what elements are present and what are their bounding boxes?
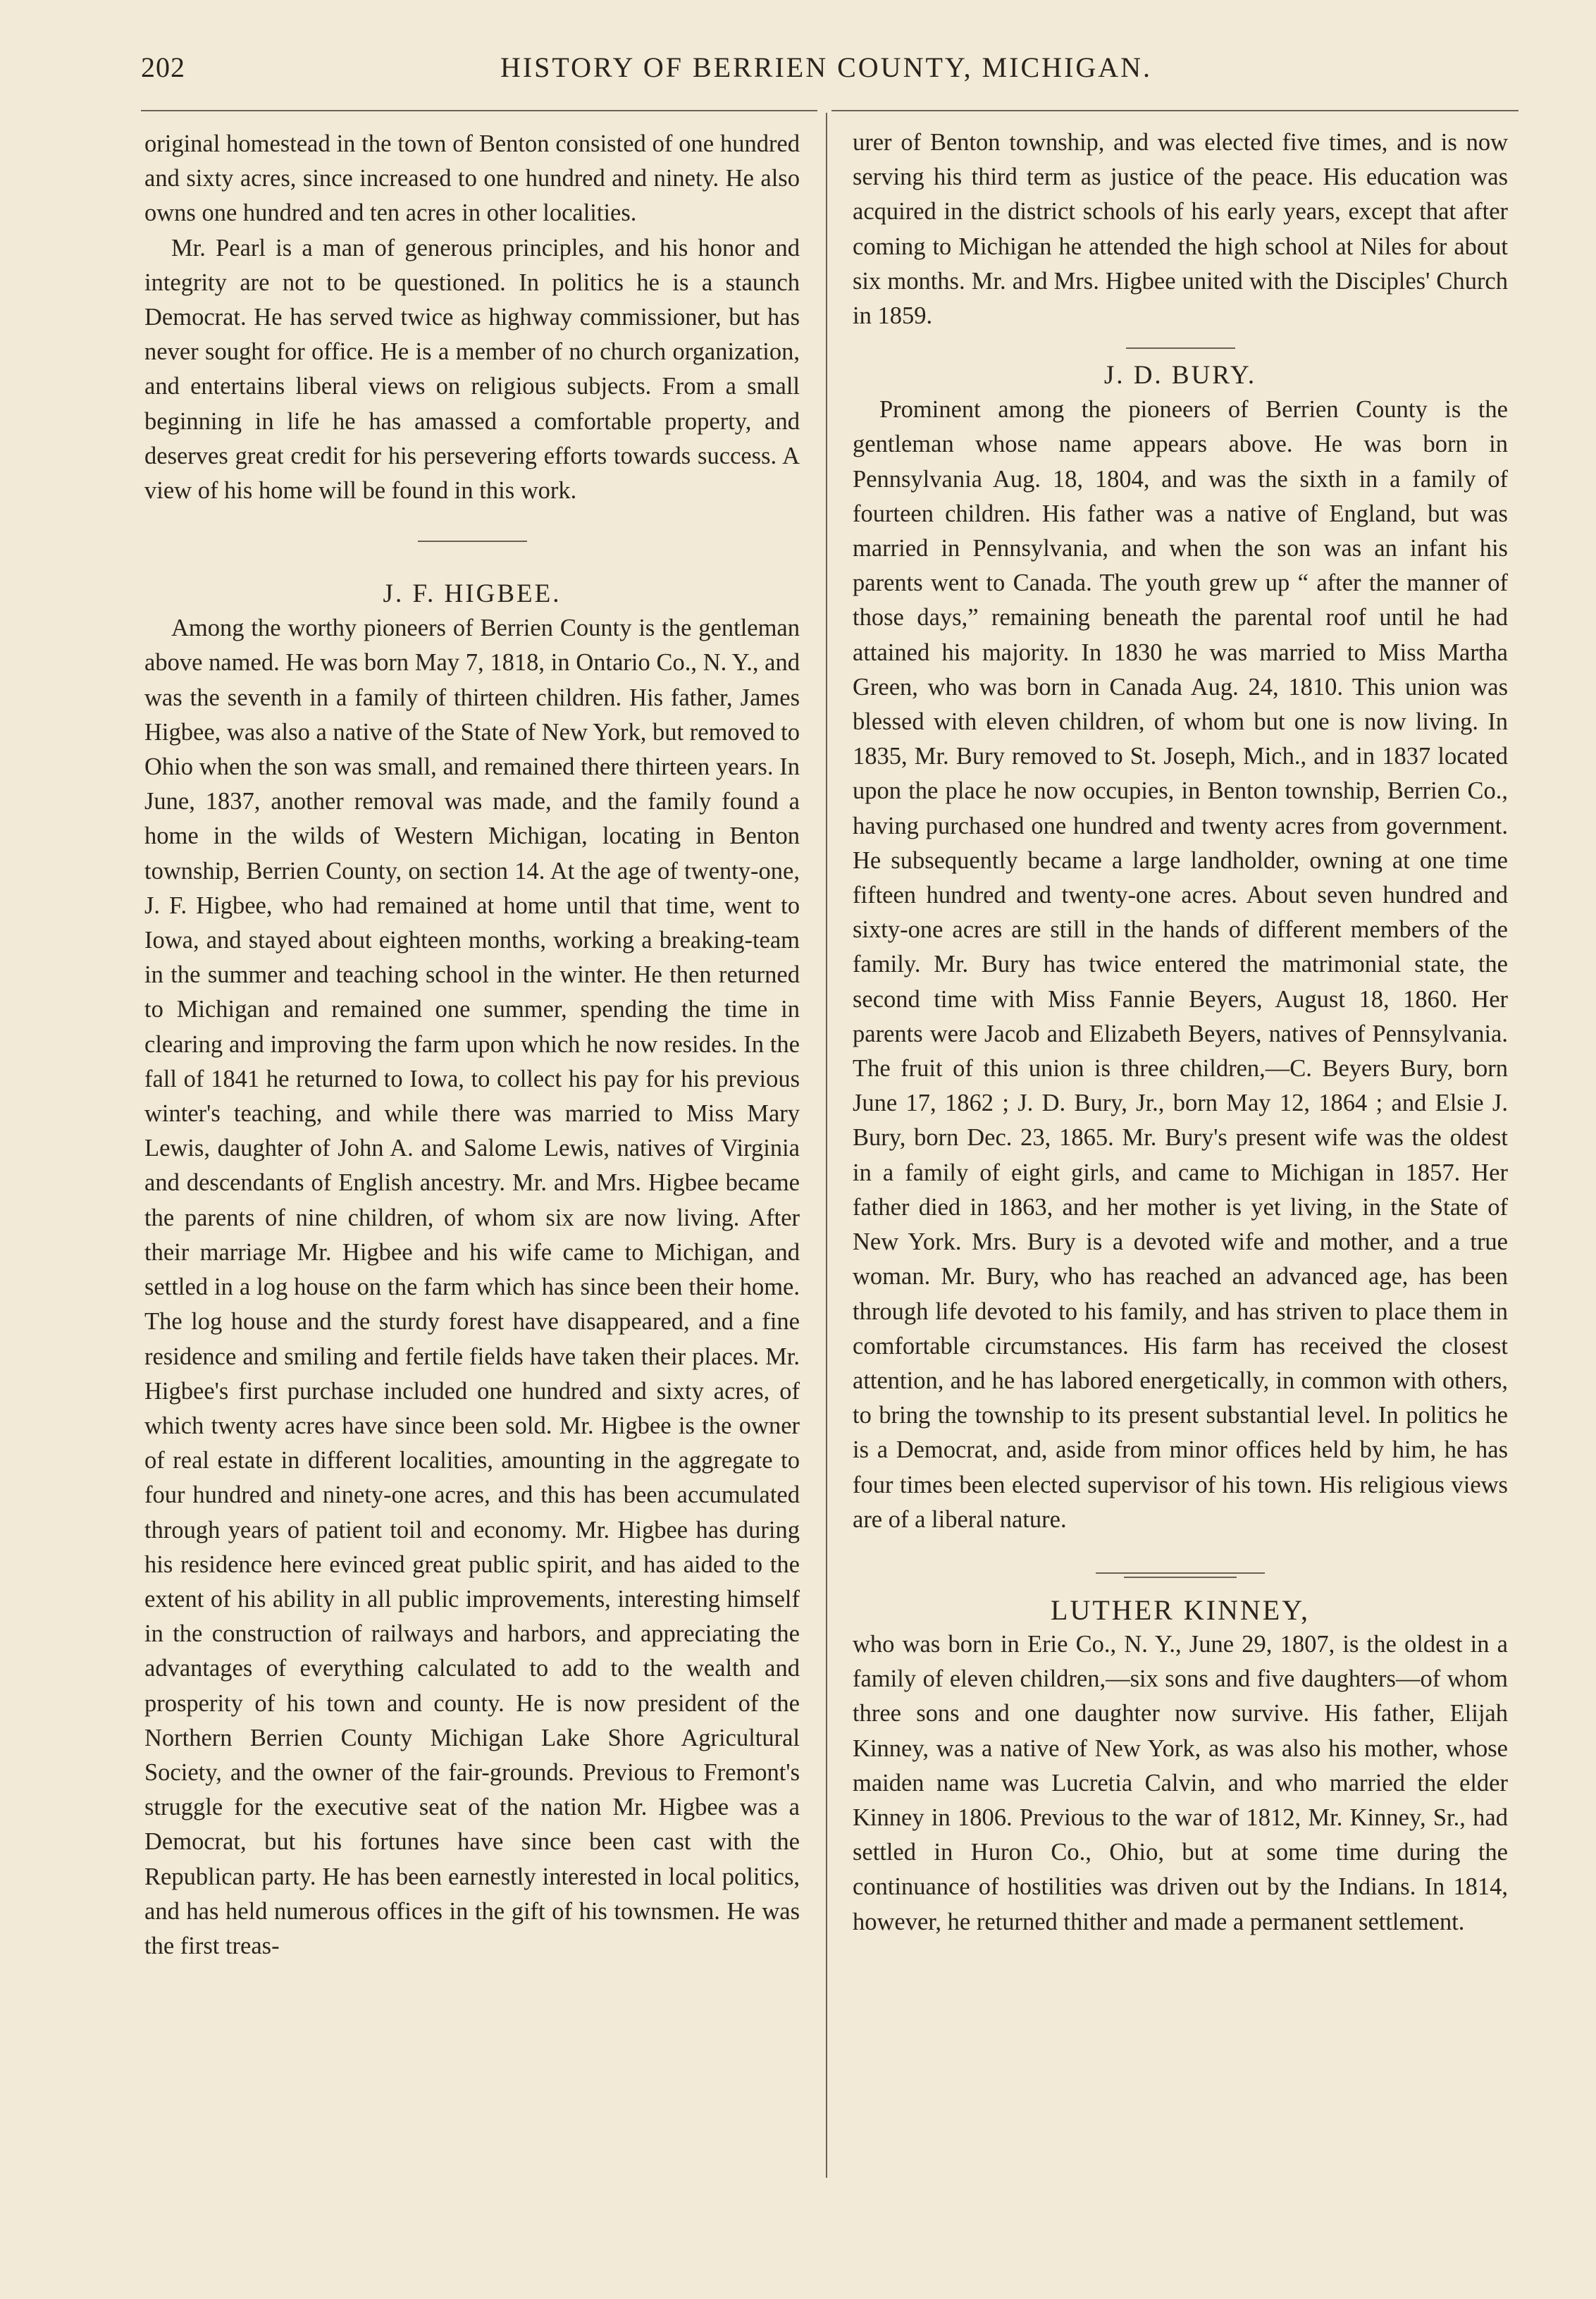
higbee-continuation: urer of Benton township, and was elected five times, and is now serving his third term as justice of the peace. His education was acquired in the district schools of his early years, except that after coming to Michigan he attended the high school at Niles for about six months. Mr. and Mrs. Higbee united with the Disciples' Church in 1859.: [853, 129, 1508, 330]
right-column: [853, 125, 1508, 1940]
section-heading-bury: J. D. BURY.: [1103, 361, 1257, 390]
running-head: HISTORY OF BERRIEN COUNTY, MICHIGAN.: [500, 51, 1153, 83]
pearl-paragraph-1: original homestead in the town of Benton consisted of one hundred and sixty acres, since increased to one hundred and ninety. He also owns one hundred and ten acres in other localities.: [144, 130, 800, 227]
header-rule-right: [831, 110, 1518, 111]
header-rule-left: [141, 110, 817, 111]
page-number: 202: [141, 51, 185, 83]
column-divider: [826, 113, 827, 2178]
left-column: [144, 127, 800, 1964]
pearl-paragraph-2: Mr. Pearl is a man of generous principles, and his honor and integrity are not to be questioned. In politics he is a staunch Democrat. He has served twice as highway commissioner, but has never sought for office. He is a member of no church organization, and entertains liberal views on religious subjects. From a small beginning in life he has amassed a comfortable property, and deserves great credit for his persevering efforts towards success. A view of his home will be found in this work.: [144, 234, 800, 505]
section-separator-double: [1096, 1572, 1265, 1574]
section-heading-higbee: J. F. HIGBEE.: [383, 579, 562, 609]
higbee-paragraph-1: Among the worthy pioneers of Berrien County is the gentleman above named. He was born May 7, 1818, in Ontario Co., N. Y., and was the seventh in a family of thirteen children. His father, James Higbee, was also a native of the State of New York, but removed to Ohio when the son was small, and remained there thirteen years. In June, 1837, another removal was made, and the family found a home in the wilds of Western Michigan, locating in Benton township, Berrien County, on section 14. At the age of twenty-one, J. F. Higbee, who had remained at home until that time, went to Iowa, and stayed about eighteen months, working a breaking-team in the summer and teaching school in the winter. He then returned to Michigan and remained one summer, spending the time in clearing and improving the farm upon which he now resides. In the fall of 1841 he returned to Iowa, to collect his pay for his previous winter's teaching, and while there was married to Miss Mary Lewis, daughter of John A. and Salome Lewis, natives of Virginia and descendants of English ancestry. Mr. and Mrs. Higbee became the parents of nine children, of whom six are now living. After their marriage Mr. Higbee and his wife came to Michigan, and settled in a log house on the farm which has since been their home. The log house and the sturdy forest have disappeared, and a fine residence and smiling and fertile fields have taken their places. Mr. Higbee's first purchase included one hundred and sixty acres, of which twenty acres have since been sold. Mr. Higbee is the owner of real estate in different localities, amounting in the aggregate to four hundred and ninety-one acres, and this has been accumulated through years of patient toil and economy. Mr. Higbee has during his residence here evinced great public spirit, and has aided to the extent of his ability in all public improvements, interesting himself in the construction of railways and harbors, and appreciating the advantages of everything calculated to add to the wealth and prosperity of his town and county. He is now president of the Northern Berrien County Michigan Lake Shore Agricultural Society, and the owner of the fair-grounds. Previous to Fremont's struggle for the executive seat of the nation Mr. Higbee was a Democrat, but his fortunes have since been cast with the Republican party. He has been earnestly interested in local politics, and has held numerous offices in the gift of his townsmen. He was the first treas-: [144, 615, 800, 1959]
kinney-paragraph-1: who was born in Erie Co., N. Y., June 29, 1807, is the oldest in a family of eleven children,—six sons and five daughters—of whom three sons and one daughter now survive. His father, Elijah Kinney, was a native of New York, as was also his mother, whose maiden name was Lucretia Calvin, and who married the elder Kinney in 1806. Previous to the war of 1812, Mr. Kinney, Sr., had settled in Huron Co., Ohio, but at some time during the continuance of hostilities was driven out by the Indians. In 1814, however, he returned thither and made a permanent settlement.: [853, 1630, 1508, 1935]
section-heading-kinney: LUTHER KINNEY,: [1051, 1594, 1310, 1626]
bury-paragraph-1: Prominent among the pioneers of Berrien County is the gentleman whose name appears above. He was born in Pennsylvania Aug. 18, 1804, and was the sixth in a family of fourteen children. His father was a native of England, but was married in Pennsylvania, and when the son was an infant his parents went to Canada. The youth grew up “ after the manner of those days,” remaining beneath the parental roof until he had attained his majority. In 1830 he was married to Miss Martha Green, who was born in Canada Aug. 24, 1810. This union was blessed with eleven children, of whom but one is now living. In 1835, Mr. Bury removed to St. Joseph, Mich., and in 1837 located upon the place he now occupies, in Benton township, Berrien Co., having purchased one hundred and twenty acres from government. He subsequently became a large landholder, owning at one time fifteen hundred and twenty-one acres. About seven hundred and sixty-one acres are still in the hands of different members of the family. Mr. Bury has twice entered the matrimonial state, the second time with Miss Fannie Beyers, August 18, 1860. Her parents were Jacob and Elizabeth Beyers, natives of Pennsylvania. The fruit of this union is three children,—C. Beyers Bury, born June 17, 1862 ; J. D. Bury, Jr., born May 12, 1864 ; and Elsie J. Bury, born Dec. 23, 1865. Mr. Bury's present wife was the oldest in a family of eight girls, and came to Michigan in 1857. Her father died in 1863, and her mother is yet living, in the State of New York. Mrs. Bury is a devoted wife and mother, and a true woman. Mr. Bury, who has reached an advanced age, has been through life devoted to his family, and has striven to place them in comfortable circumstances. His farm has received the closest attention, and he has labored energetically, in common with others, to bring the township to its present substantial level. In politics he is a Democrat, and, aside from minor offices held by him, he has four times been elected supervisor of his town. His religious views are of a liberal nature.: [853, 396, 1508, 1533]
